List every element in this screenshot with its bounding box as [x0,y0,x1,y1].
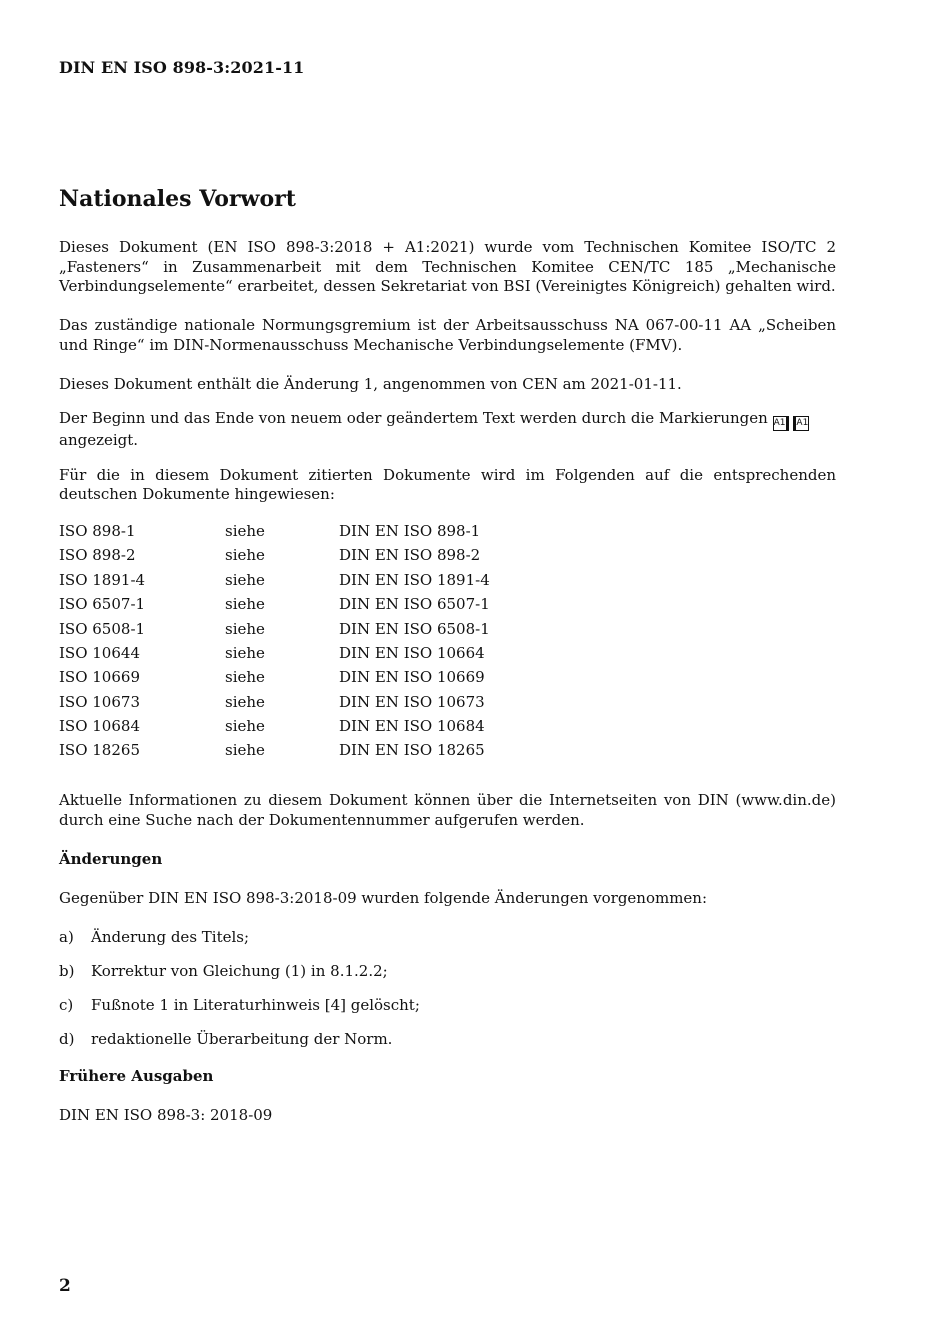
table-row [59,544,836,568]
table-row [59,690,836,714]
table-row [59,715,836,739]
paragraph-info: Aktuelle Informationen zu diesem Dokument können über die Internetseiten von DIN (www.din.de) durch eine Suche nach der Dokumentennummer aufgerufen werden. [59,791,836,829]
reference-see: siehe [225,741,265,760]
list-item-label: b) [59,961,75,980]
table-row [59,520,836,544]
reference-iso: ISO 18265 [59,741,140,760]
changes-intro: Gegenüber DIN EN ISO 898-3:2018-09 wurden folgende Änderungen vorgenommen: [59,888,708,907]
list-item-label: c) [59,995,74,1014]
reference-iso: ISO 6508-1 [59,619,146,638]
list-item [59,1030,836,1050]
reference-din: DIN EN ISO 898-2 [339,546,481,565]
amendment-start-marker-icon: A1 [773,416,789,431]
amendment-end-marker-icon: A1 [793,416,809,431]
reference-see: siehe [225,521,265,540]
list-item [59,962,836,982]
table-row [59,739,836,763]
paragraph-amendment: Dieses Dokument enthält die Änderung 1, angenommen von CEN am 2021-01-11. [59,374,682,393]
reference-din: DIN EN ISO 10684 [339,717,485,736]
list-item-label: a) [59,927,74,946]
reference-din: DIN EN ISO 6508-1 [339,619,490,638]
reference-din: DIN EN ISO 898-1 [339,521,481,540]
reference-see: siehe [225,570,265,589]
list-item-text: redaktionelle Überarbeitung der Norm. [91,1029,393,1048]
table-row [59,641,836,665]
reference-iso: ISO 1891-4 [59,570,146,589]
reference-see: siehe [225,619,265,638]
paragraph-markers [59,409,836,451]
reference-see: siehe [225,595,265,614]
list-item [59,996,836,1016]
reference-iso: ISO 898-1 [59,521,136,540]
paragraph-national-body: Das zuständige nationale Normungsgremium ist der Arbeitsausschuss NA 067-00-11 AA „Scheiben und Ringe“ im DIN-Normenausschuss Mechanische Verbindungselemente (FMV). [59,316,836,354]
reference-see: siehe [225,668,265,687]
previous-editions-heading: Frühere Ausgaben [59,1067,214,1086]
markers-text-end: angezeigt. [59,431,139,449]
previous-editions-text: DIN EN ISO 898-3: 2018-09 [59,1106,273,1125]
reference-iso: ISO 10644 [59,643,140,662]
reference-din: DIN EN ISO 6507-1 [339,595,490,614]
changes-heading: Änderungen [59,849,163,868]
reference-din: DIN EN ISO 10664 [339,643,485,662]
list-item-text: Änderung des Titels; [91,927,250,946]
reference-din: DIN EN ISO 18265 [339,741,485,760]
reference-iso: ISO 10669 [59,668,140,687]
table-row [59,617,836,641]
reference-iso: ISO 898-2 [59,546,136,565]
reference-din: DIN EN ISO 10669 [339,668,485,687]
changes-list [59,928,836,1050]
reference-table [59,520,836,764]
table-row [59,666,836,690]
paragraph-references-intro: Für die in diesem Dokument zitierten Dokumente wird im Folgenden auf die entsprechenden deutschen Dokumente hingewiesen: [59,465,836,503]
table-row [59,568,836,592]
page-number: 2 [59,1276,71,1296]
list-item-label: d) [59,1029,75,1048]
reference-din: DIN EN ISO 10673 [339,692,485,711]
list-item-text: Korrektur von Gleichung (1) in 8.1.2.2; [91,961,388,980]
section-title: Nationales Vorwort [59,186,296,212]
reference-iso: ISO 6507-1 [59,595,146,614]
list-item-text: Fußnote 1 in Literaturhinweis [4] gelöscht; [91,995,420,1014]
reference-see: siehe [225,546,265,565]
paragraph-committee: Dieses Dokument (EN ISO 898-3:2018 + A1:2021) wurde vom Technischen Komitee ISO/TC 2 „Fasteners“ in Zusammenarbeit mit dem Technischen Komitee CEN/TC 185 „Mechanische Verbindungselemente“ erarbeitet, dessen Sekretariat von BSI (Vereinigtes Königreich) gehalten wird. [59,238,836,295]
document-page [59,0,836,1343]
reference-iso: ISO 10673 [59,692,140,711]
document-body [59,238,836,1126]
reference-din: DIN EN ISO 1891-4 [339,570,490,589]
reference-see: siehe [225,692,265,711]
table-row [59,593,836,617]
markers-text: Der Beginn und das Ende von neuem oder geändertem Text werden durch die Markierungen [59,409,768,427]
list-item [59,928,836,948]
reference-see: siehe [225,643,265,662]
document-header: DIN EN ISO 898-3:2021-11 [59,58,305,77]
reference-iso: ISO 10684 [59,717,140,736]
reference-see: siehe [225,717,265,736]
